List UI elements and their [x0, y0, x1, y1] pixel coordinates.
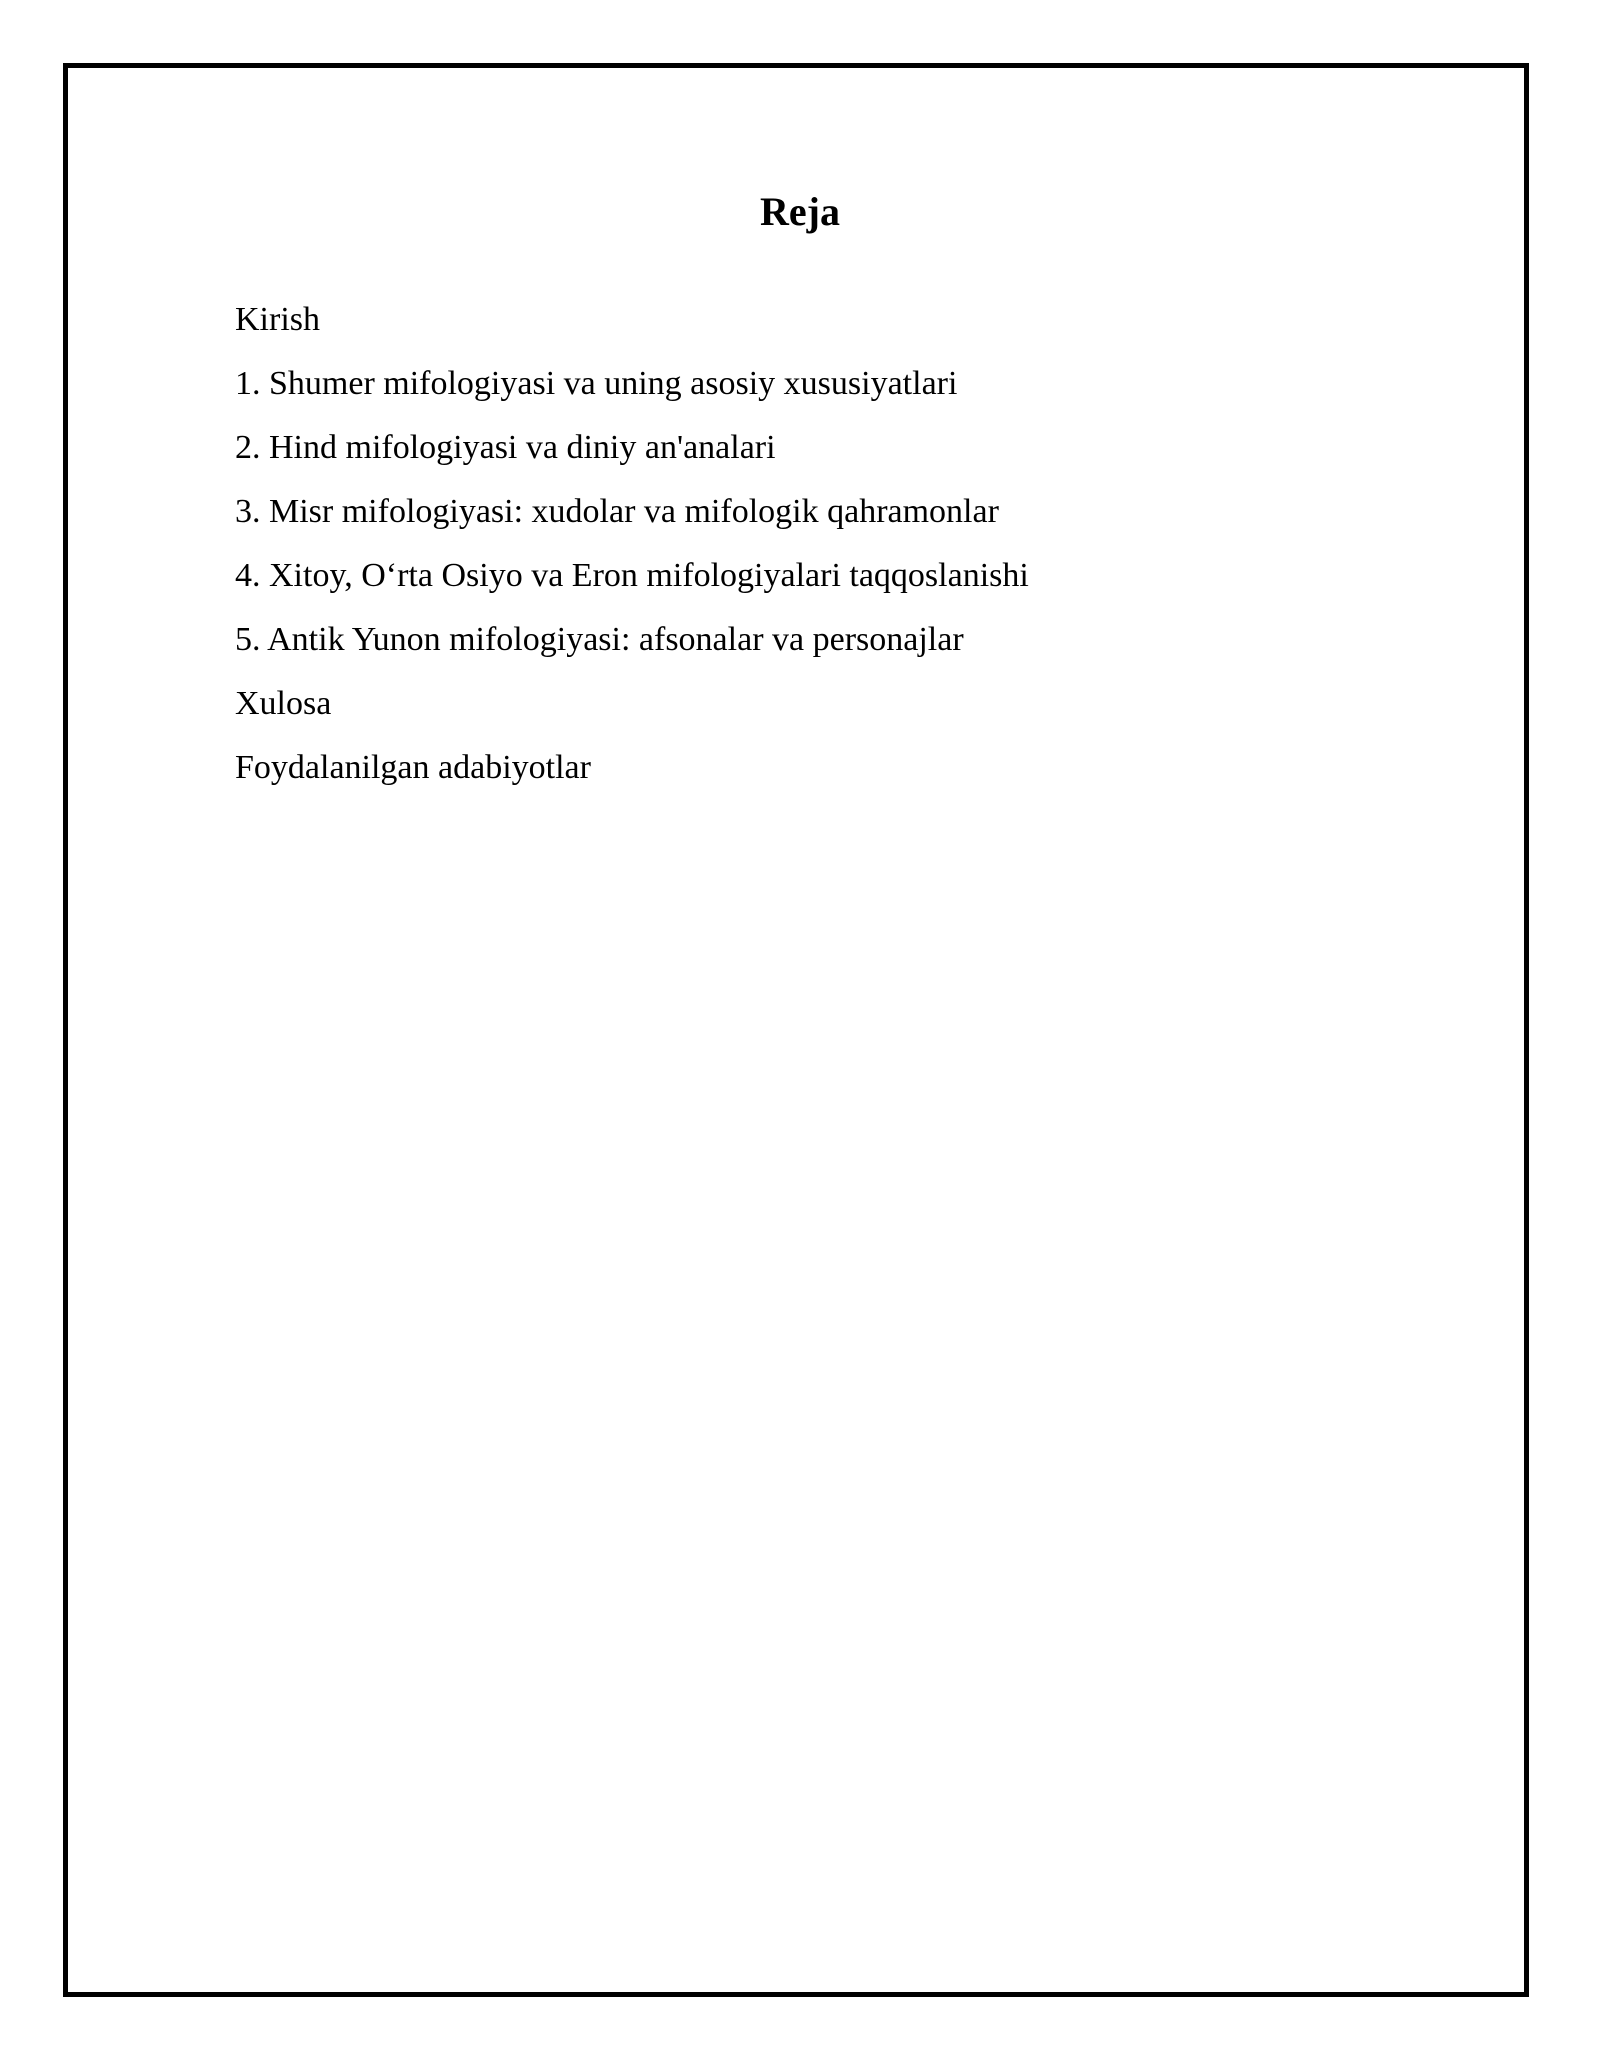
plan-item-3: 3. Misr mifologiyasi: xudolar va mifologik qahramonlar [235, 493, 999, 530]
plan-item-references: Foydalanilgan adabiyotlar [235, 749, 591, 786]
plan-item-1: 1. Shumer mifologiyasi va uning asosiy xususiyatlari [235, 365, 958, 402]
page-title: Reja [760, 189, 840, 234]
plan-list [235, 288, 1029, 800]
plan-item-2: 2. Hind mifologiyasi va diniy an'analari [235, 429, 776, 466]
plan-item-4: 4. Xitoy, O‘rta Osiyo va Eron mifologiyalari taqqoslanishi [235, 557, 1029, 594]
plan-item-introduction: Kirish [235, 301, 320, 338]
plan-item-conclusion: Xulosa [235, 685, 332, 722]
plan-item-5: 5. Antik Yunon mifologiyasi: afsonalar va personajlar [235, 621, 964, 658]
